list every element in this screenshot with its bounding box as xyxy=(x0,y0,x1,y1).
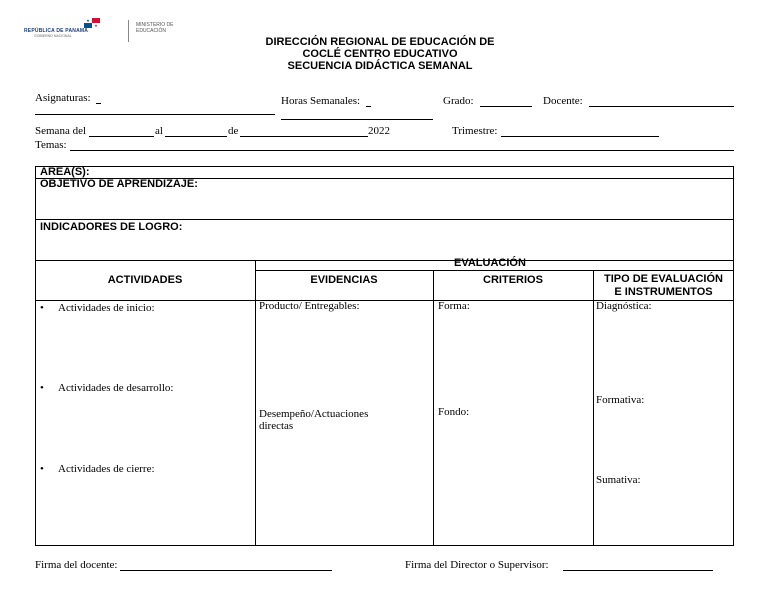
act-cierre-label: Actividades de cierre: xyxy=(58,463,155,475)
evaluacion-header: EVALUACIÓN xyxy=(454,257,526,269)
logo-divider xyxy=(128,20,129,42)
semana-de-field[interactable] xyxy=(240,136,368,137)
temas-label: Temas: xyxy=(35,139,67,151)
header-line-2: COCLÉ CENTRO EDUCATIVO xyxy=(302,48,458,60)
tipo-header-line-1: TIPO DE EVALUACIÓN xyxy=(604,273,723,285)
desempeno-label xyxy=(259,408,368,432)
desempeno-line-1: Desempeño/Actuaciones xyxy=(259,408,369,420)
logo-country-text: REPÚBLICA DE PANAMÁ xyxy=(24,28,89,34)
temas-field[interactable] xyxy=(70,150,734,151)
grado-label: Grado: xyxy=(443,95,474,107)
asignaturas-short-line xyxy=(96,103,101,104)
asignaturas-field[interactable] xyxy=(35,114,275,115)
col-divider-1 xyxy=(255,260,256,546)
actividades-header: ACTIVIDADES xyxy=(107,274,183,286)
diagnostica-label: Diagnóstica: xyxy=(596,300,652,312)
semana-del-field[interactable] xyxy=(89,136,154,137)
semana-al-field[interactable] xyxy=(165,136,227,137)
year-text: 2022 xyxy=(368,125,390,137)
header-line-3: SECUENCIA DIDÁCTICA SEMANAL xyxy=(287,60,473,72)
firma-director-label: Firma del Director o Supervisor: xyxy=(405,559,549,571)
firma-director-line[interactable] xyxy=(563,570,713,571)
sumativa-label: Sumativa: xyxy=(596,474,641,486)
logo-government-text: GOBIERNO NACIONAL xyxy=(34,34,72,38)
tipo-evaluacion-header xyxy=(593,273,734,299)
indicadores-divider xyxy=(35,260,734,261)
horas-field[interactable] xyxy=(281,119,433,120)
act-inicio-bullet: • xyxy=(40,302,44,314)
trimestre-field[interactable] xyxy=(501,136,659,137)
firma-docente-label: Firma del docente: xyxy=(35,559,118,571)
formativa-label: Formativa: xyxy=(596,394,645,406)
act-inicio-label: Actividades de inicio: xyxy=(58,302,155,314)
docente-field[interactable] xyxy=(589,106,734,107)
act-desarrollo-label: Actividades de desarrollo: xyxy=(58,382,174,394)
indicadores-label: INDICADORES DE LOGRO: xyxy=(40,221,183,233)
header-line-1: DIRECCIÓN REGIONAL DE EDUCACIÓN DE xyxy=(265,36,495,48)
objetivo-divider xyxy=(35,219,734,220)
col-divider-2 xyxy=(433,270,434,546)
col-divider-3 xyxy=(593,270,594,546)
asignaturas-label: Asignaturas: xyxy=(35,92,91,104)
ministry-logo xyxy=(24,18,204,44)
document-header xyxy=(230,36,530,72)
fondo-label: Fondo: xyxy=(438,406,470,418)
tipo-header-line-2: E INSTRUMENTOS xyxy=(614,286,713,298)
act-desarrollo-bullet: • xyxy=(40,382,44,394)
evidencias-header: EVIDENCIAS xyxy=(310,274,378,286)
forma-label: Forma: xyxy=(438,300,470,312)
area-label: AREA(S): xyxy=(40,166,90,178)
horas-label: Horas Semanales: xyxy=(281,95,361,107)
grado-field[interactable] xyxy=(480,106,532,107)
de-label: de xyxy=(228,125,239,137)
producto-label: Producto/ Entregables: xyxy=(259,300,360,312)
al-label: al xyxy=(155,125,163,137)
firma-docente-line[interactable] xyxy=(120,570,332,571)
objetivo-label: OBJETIVO DE APRENDIZAJE: xyxy=(40,178,198,190)
desempeno-line-2: directas xyxy=(259,420,294,432)
docente-label: Docente: xyxy=(543,95,583,107)
criterios-header: CRITERIOS xyxy=(483,274,543,286)
act-cierre-bullet: • xyxy=(40,463,44,475)
horas-short-line xyxy=(366,106,371,107)
panama-flag-icon xyxy=(84,18,100,28)
logo-ministry-text: MINISTERIO DE EDUCACIÓN xyxy=(136,22,174,34)
evaluacion-divider xyxy=(255,270,734,271)
semana-del-label: Semana del xyxy=(35,125,87,137)
trimestre-label: Trimestre: xyxy=(452,125,498,137)
